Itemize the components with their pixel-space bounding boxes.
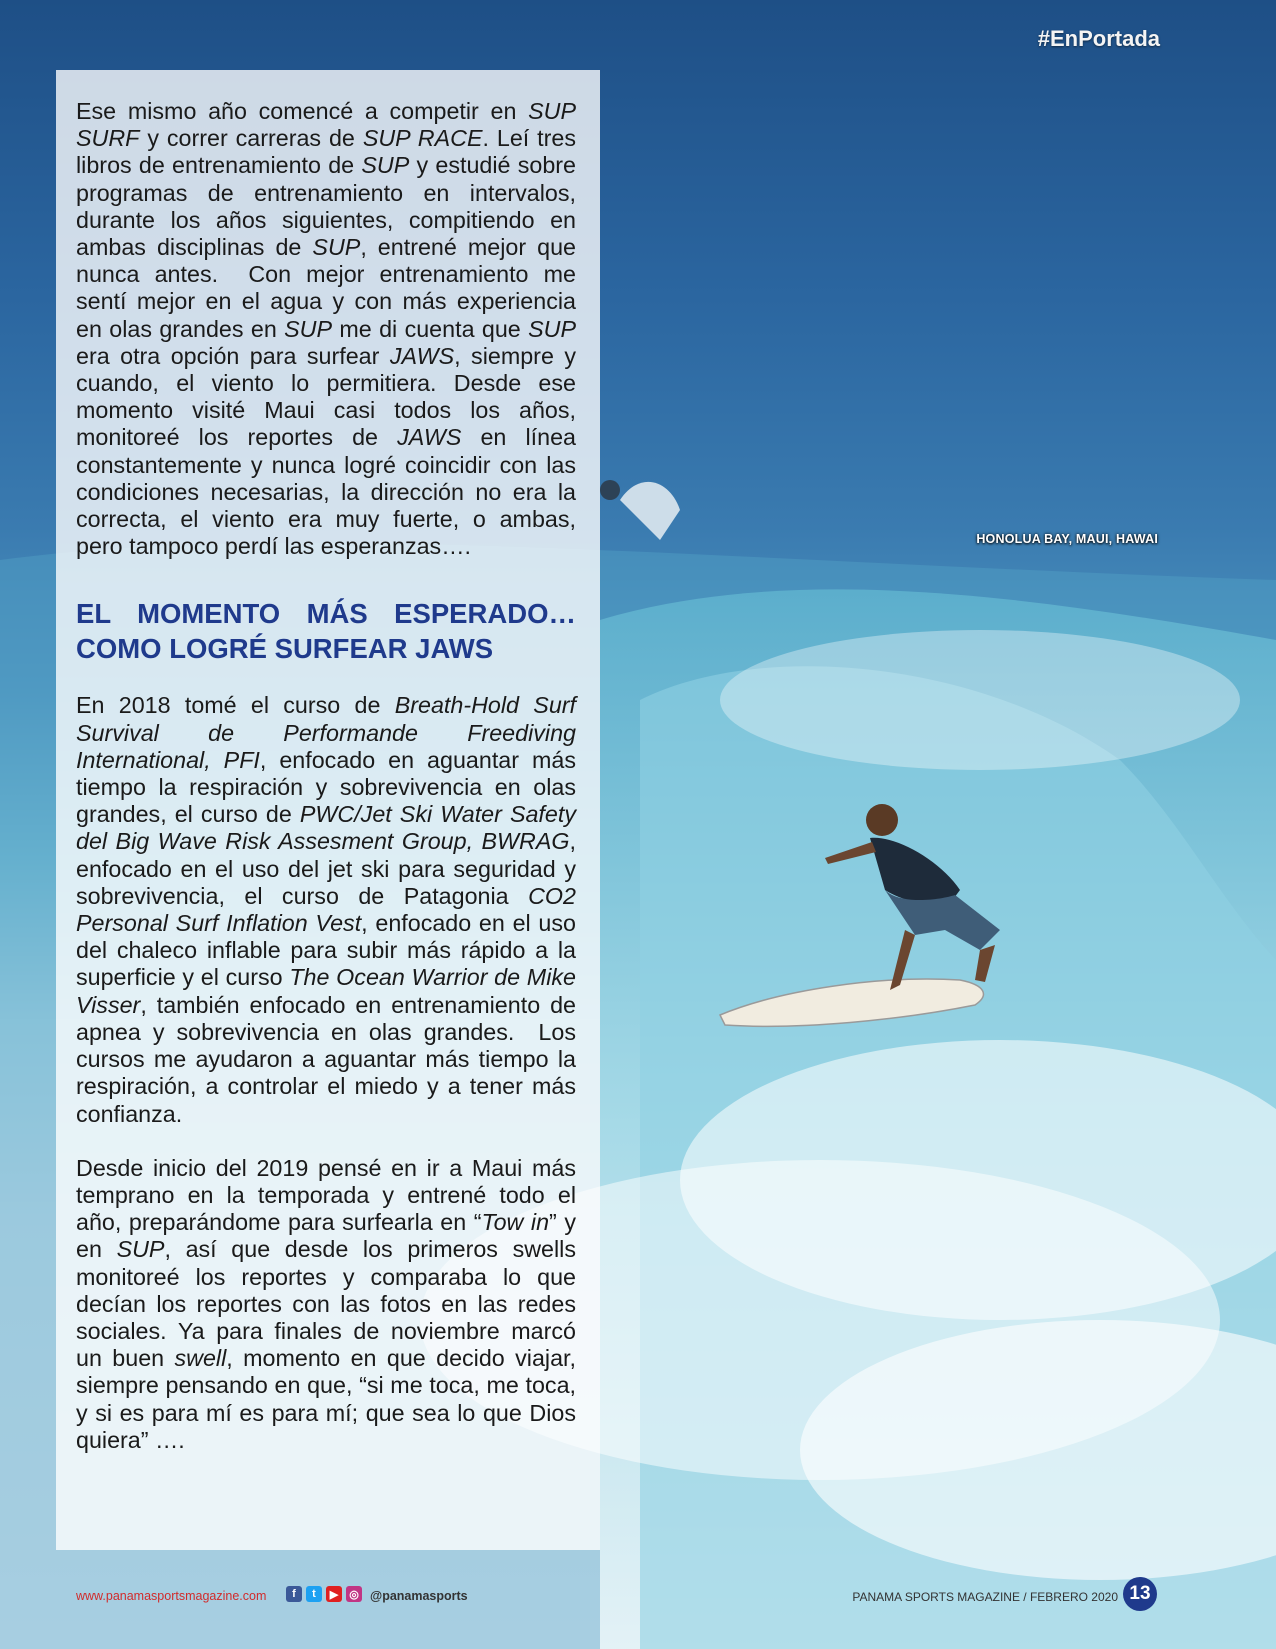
p2-text: En 2018 tomé el curso de Breath-Hold Surf Survival de Performande Freediving International, PFI, enfocado en aguantar más tiempo la respiración y sobrevivencia en olas grandes, el curso de PWC/Jet Ski Water Safety del Big Wave Risk Assesment Group, BWRAG, enfocado en el uso del jet ski para seguridad y sobrevivencia, el curso de Patagonia CO2 Personal Surf Inflation Vest, enfocado en el uso del chaleco inflable para subir más rápido a la superficie y el curso The Ocean Warrior de Mike Visser, también enfocado en entrenamiento de apnea y sobrevivencia en olas grandes. Los cursos me ayudaron a aguantar más tiempo la respiración, a controlar el miedo y a tener más confianza. xyxy=(76,692,577,1127)
p1-text: Ese mismo año comencé a competir en SUP SURF y correr carreras de SUP RACE. Leí tres libros de entrenamiento de SUP y estudié sobre programas de entrenamiento en intervalos, durante los años siguientes, compitiendo en ambas disciplinas de SUP, entrené mejor que nunca antes. Con mejor entrenamiento me sentí mejor en el agua y con más experiencia en olas grandes en SUP me di cuenta que SUP era otra opción para surfear JAWS, siempre y cuando, el viento lo permitiera. Desde ese momento visité Maui casi todos los años, monitoreé los reportes de JAWS en línea constantemente y nunca logré coincidir con las condiciones necesarias, la dirección no era la correcta, el viento era muy fuerte, o ambas, pero tampoco perdí las esperanzas…. xyxy=(76,98,577,560)
youtube-icon[interactable]: ▶ xyxy=(326,1586,342,1602)
twitter-icon[interactable]: t xyxy=(306,1586,322,1602)
magazine-issue: PANAMA SPORTS MAGAZINE / FEBRERO 2020 xyxy=(852,1590,1118,1604)
page-number-badge: 13 xyxy=(1123,1577,1157,1611)
website-link[interactable]: www.panamasportsmagazine.com xyxy=(76,1589,267,1603)
article-paragraph-2 xyxy=(76,692,576,1127)
paragraph-spacer xyxy=(76,1128,576,1155)
section-tag: #EnPortada xyxy=(1037,26,1160,51)
section-heading: EL MOMENTO MÁS ESPERADO… COMO LOGRÉ SURFEAR JAWS xyxy=(76,598,576,665)
article-paragraph-1 xyxy=(76,98,576,560)
article-paragraph-3 xyxy=(76,1155,576,1454)
p3-text: Desde inicio del 2019 pensé en ir a Maui más temprano en la temporada y entrené todo el año, preparándome para surfearla en “Tow in” y en SUP, así que desde los primeros swells monitoreé los reportes y comparaba lo que decían los reportes con las fotos en las redes sociales. Ya para finales de noviembre marcó un buen swell, momento en que decido viajar, siempre pensando en que, “si me toca, me toca, y si es para mí es para mí; que sea lo que Dios quiera” …. xyxy=(76,1154,577,1453)
instagram-icon[interactable]: ◎ xyxy=(346,1586,362,1602)
photo-caption: HONOLUA BAY, MAUI, HAWAI xyxy=(976,532,1158,546)
social-handle: @panamasports xyxy=(370,1589,468,1603)
article-body xyxy=(76,98,576,1454)
social-icons xyxy=(286,1586,362,1602)
facebook-icon[interactable]: f xyxy=(286,1586,302,1602)
